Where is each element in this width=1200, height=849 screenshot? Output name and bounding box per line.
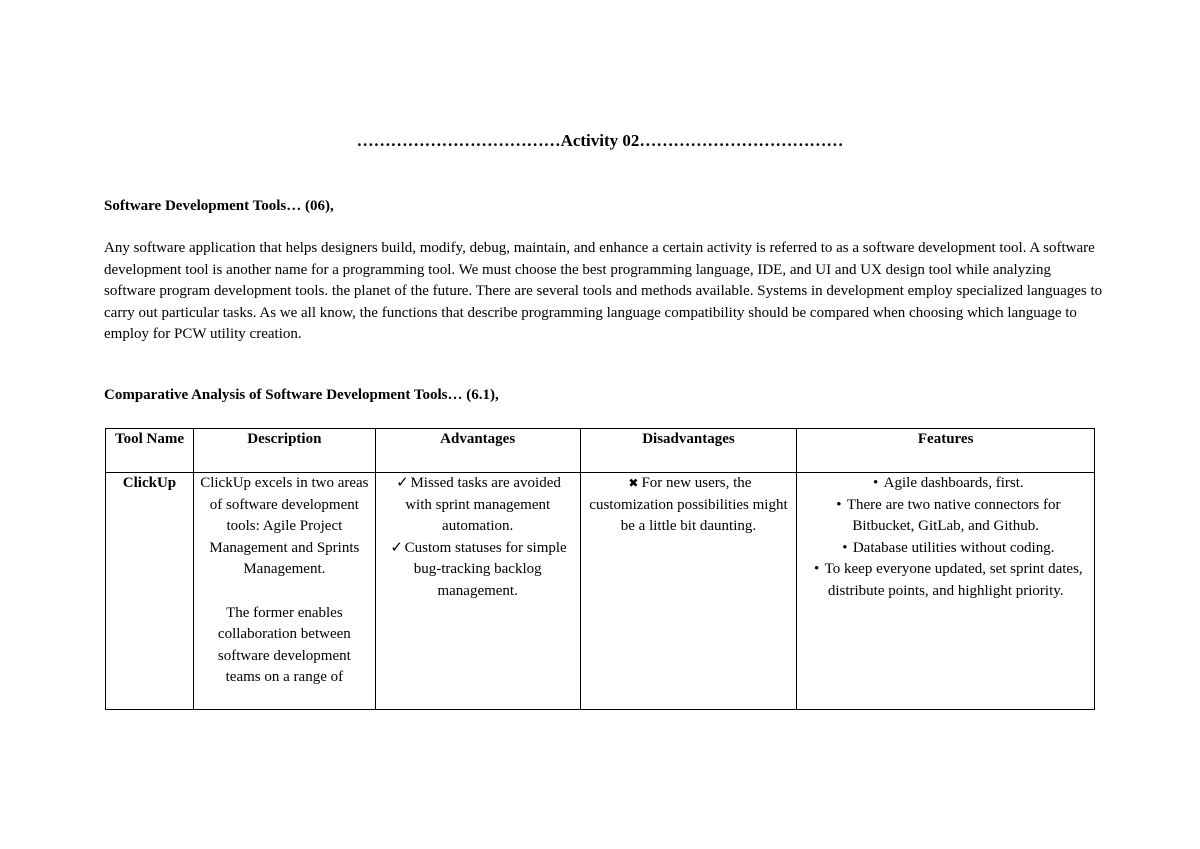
checkmark-icon: ✓	[390, 539, 403, 556]
cell-tool: ClickUp	[106, 473, 194, 710]
header-features: Features	[797, 429, 1095, 473]
bullet-icon: •	[842, 539, 848, 556]
table-header-row	[106, 429, 1095, 473]
list-item: ✓ Missed tasks are avoided with sprint management automation.	[396, 475, 561, 535]
checkmark-icon: ✓	[396, 475, 409, 491]
cell-disadvantages	[580, 473, 797, 710]
header-disadvantages: Disadvantages	[580, 429, 797, 473]
description-part-1: ClickUp excels in two areas of software development tools: Agile Project Management and Sprints Management.	[200, 475, 369, 578]
list-item: • There are two native connectors for Bitbucket, GitLab, and Github.	[803, 495, 1088, 538]
page-title: ………………………………Activity 02………………………………	[356, 131, 844, 150]
list-item: • Database utilities without coding.	[803, 538, 1088, 560]
header-advantages: Advantages	[375, 429, 580, 473]
list-item: ✖ For new users, the customization possibilities might be a little bit daunting.	[589, 475, 788, 535]
section-paragraph: Any software application that helps designers build, modify, debug, maintain, and enhance a certain activity is referred to as a software development tool. A software development tool is another name for a programming tool. We must choose the best programming language, IDE, and UI and UX design tool while analyzing software program development tools. the planet of the future. There are several tools and methods available. Systems in development employ specialized languages to carry out particular tasks. As we all know, the functions that describe programming language compatibility should be compared when choosing which language to employ for PCW utility creation.	[104, 240, 1103, 343]
list-item: • Agile dashboards, first.	[803, 473, 1088, 495]
bullet-icon: •	[873, 475, 879, 491]
cell-description	[193, 473, 375, 710]
section-heading-tools: Software Development Tools… (06),	[104, 198, 334, 214]
comparison-table	[105, 428, 1095, 710]
list-item: • To keep everyone updated, set sprint dates, distribute points, and highlight priority.	[803, 559, 1088, 602]
cell-features	[797, 473, 1095, 710]
list-item: ✓ Custom statuses for simple bug-tracking backlog management.	[390, 539, 567, 599]
header-description: Description	[193, 429, 375, 473]
section-heading-analysis: Comparative Analysis of Software Development Tools… (6.1),	[104, 387, 499, 403]
bullet-icon: •	[814, 561, 820, 578]
bullet-icon: •	[836, 496, 842, 513]
header-tool-name: Tool Name	[106, 429, 194, 473]
cell-advantages	[375, 473, 580, 710]
table-row	[106, 473, 1095, 710]
description-part-2: The former enables collaboration between software development teams on a range of	[217, 604, 351, 686]
cross-icon: ✖	[628, 476, 639, 490]
